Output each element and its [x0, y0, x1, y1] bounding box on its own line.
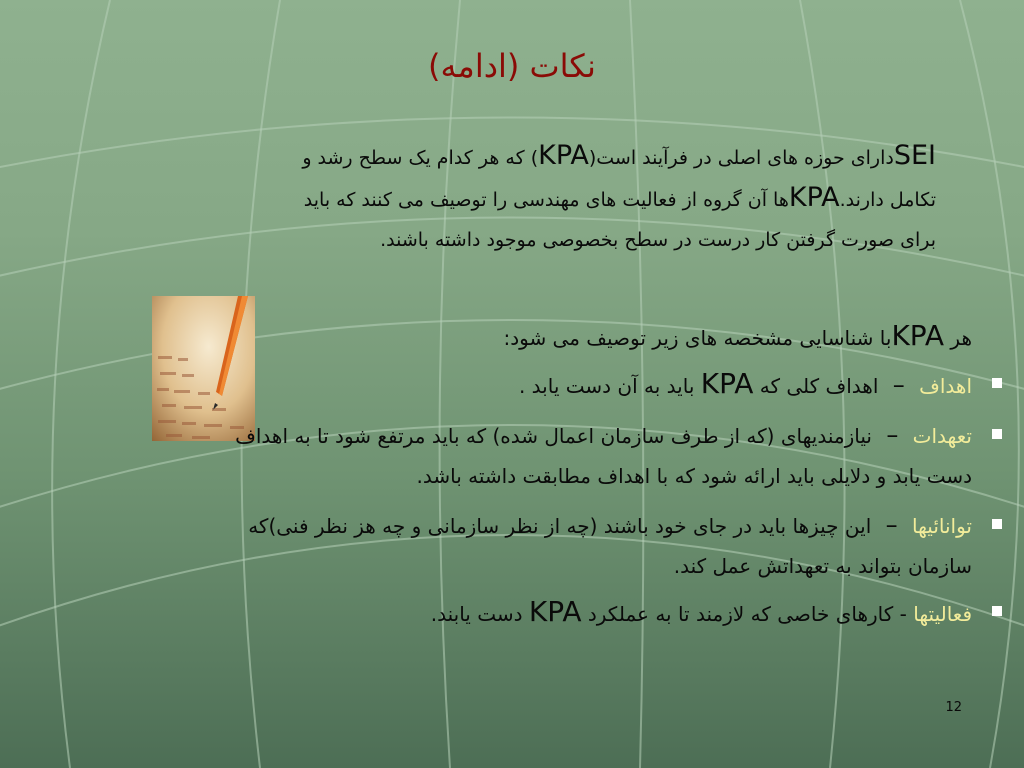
kpa-term: KPA: [788, 182, 840, 213]
bullet-abilities: [200, 505, 972, 586]
kpa-term: KPA: [538, 140, 589, 171]
subhead-text: با شناسایی مشخصه های زیر توصیف می شود:: [503, 326, 892, 350]
intro-text: تکامل دارند.: [839, 189, 936, 211]
bullet-dash: –: [886, 421, 899, 449]
bullet-term: اهداف: [919, 374, 972, 398]
sei-term: SEI: [893, 140, 936, 171]
bullet-activities: [332, 592, 972, 634]
intro-text: ها آن گروه از فعالیت های مهندسی را توصیف می کنند که باید: [303, 189, 789, 211]
square-bullet-icon: [992, 606, 1002, 616]
intro-text: ) که هر کدام یک سطح رشد و: [302, 147, 539, 169]
intro-text: برای صورت گرفتن کار درست در سطح بخصوصی موجود داشته باشند.: [380, 229, 936, 251]
square-bullet-icon: [992, 519, 1002, 529]
bullet-text: - کارهای خاصی که لازمند تا به عملکرد: [581, 602, 914, 626]
kpa-term: KPA: [891, 319, 945, 352]
bullet-commitments: [200, 415, 972, 496]
kpa-subheading: [300, 314, 972, 360]
kpa-term: KPA: [700, 367, 754, 400]
bullet-text: دست یابند.: [430, 602, 529, 626]
kpa-term: KPA: [528, 595, 582, 628]
intro-text: دارای حوزه های اصلی در فرآیند است(: [588, 147, 894, 169]
subhead-text: هر: [944, 326, 972, 350]
bullet-term: توانائیها: [911, 514, 972, 538]
bullet-term: تعهدات: [912, 424, 972, 448]
bullet-text: باید به آن دست یابد .: [518, 374, 701, 398]
bullet-goals: [412, 364, 972, 406]
square-bullet-icon: [992, 378, 1002, 388]
intro-paragraph: [150, 136, 936, 260]
square-bullet-icon: [992, 429, 1002, 439]
bullet-dash: –: [885, 511, 898, 539]
bullet-dash: –: [892, 371, 905, 399]
bullet-text: نیازمندیهای (که از طرف سازمان اعمال شده) که باید مرتفع شود تا به اهداف دست یابد و دلایلی باید ارائه شود که با اهداف مطابقت داشته باشد.: [235, 424, 972, 488]
bullet-text: اهداف کلی که: [753, 374, 879, 398]
page-number: 12: [945, 700, 962, 715]
bullet-term: فعالیتها: [913, 602, 972, 626]
bullet-text: این چیزها باید در جای خود باشند (چه از نظر سازمانی و چه هز نظر فنی)که سازمان بتواند به تعهداتش عمل کند.: [248, 514, 972, 578]
slide-title: نکات (ادامه): [428, 47, 596, 85]
